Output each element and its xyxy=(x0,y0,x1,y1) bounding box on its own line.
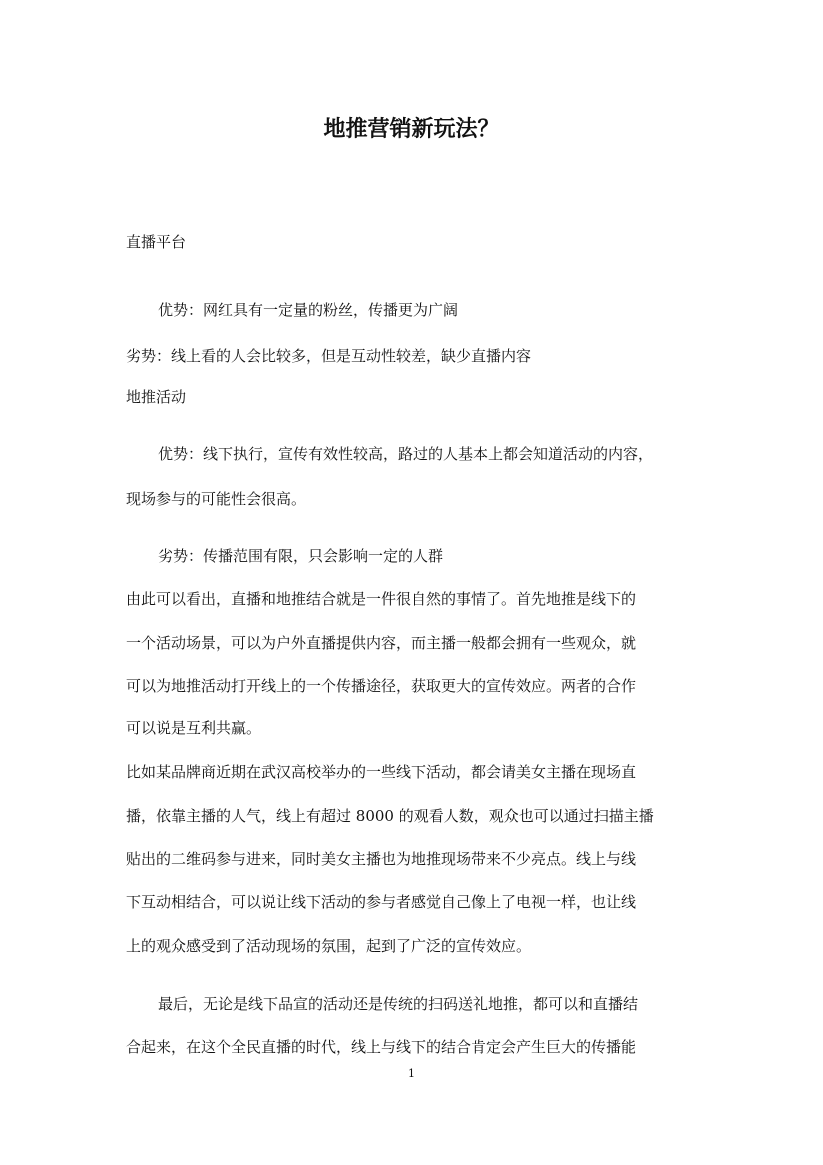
paragraph-line: 可以为地推活动打开线上的一个传播途径，获取更大的宣传效应。两者的合作 xyxy=(126,677,637,695)
paragraph-line: 劣势：线上看的人会比较多，但是互动性较差，缺少直播内容 xyxy=(126,347,532,365)
paragraph-line: 贴出的二维码参与进来，同时美女主播也为地推现场带来不少亮点。线上与线 xyxy=(126,850,637,868)
heading-ground-activity: 地推活动 xyxy=(126,388,187,406)
page-number: 1 xyxy=(408,1067,415,1080)
paragraph-line: 最后，无论是线下品宣的活动还是传统的扫码送礼地推，都可以和直播结 xyxy=(158,995,639,1013)
paragraph-line: 优势：线下执行，宣传有效性较高，路过的人基本上都会知道活动的内容， xyxy=(158,445,654,463)
paragraph-line: 合起来，在这个全民直播的时代，线上与线下的结合肯定会产生巨大的传播能 xyxy=(126,1038,637,1056)
page-title: 地推营销新玩法？ xyxy=(323,116,500,142)
paragraph-line: 播，依靠主播的人气，线上有超过 8000 的观看人数，观众也可以通过扫描主播 xyxy=(126,807,654,825)
paragraph-line: 上的观众感受到了活动现场的氛围，起到了广泛的宣传效应。 xyxy=(126,937,532,955)
paragraph-line: 下互动相结合，可以说让线下活动的参与者感觉自己像上了电视一样，也让线 xyxy=(126,893,637,911)
paragraph-line: 一个活动场景，可以为户外直播提供内容，而主播一般都会拥有一些观众，就 xyxy=(126,634,637,652)
paragraph-line: 现场参与的可能性会很高。 xyxy=(126,490,307,508)
paragraph-line: 优势：网红具有一定量的粉丝，传播更为广阔 xyxy=(158,301,459,319)
paragraph-line: 由此可以看出，直播和地推结合就是一件很自然的事情了。首先地推是线下的 xyxy=(126,590,637,608)
heading-live-platform: 直播平台 xyxy=(126,233,187,251)
paragraph-line: 劣势：传播范围有限，只会影响一定的人群 xyxy=(158,547,444,565)
paragraph-line: 可以说是互利共赢。 xyxy=(126,719,262,737)
paragraph-line: 比如某品牌商近期在武汉高校举办的一些线下活动，都会请美女主播在现场直 xyxy=(126,763,637,781)
